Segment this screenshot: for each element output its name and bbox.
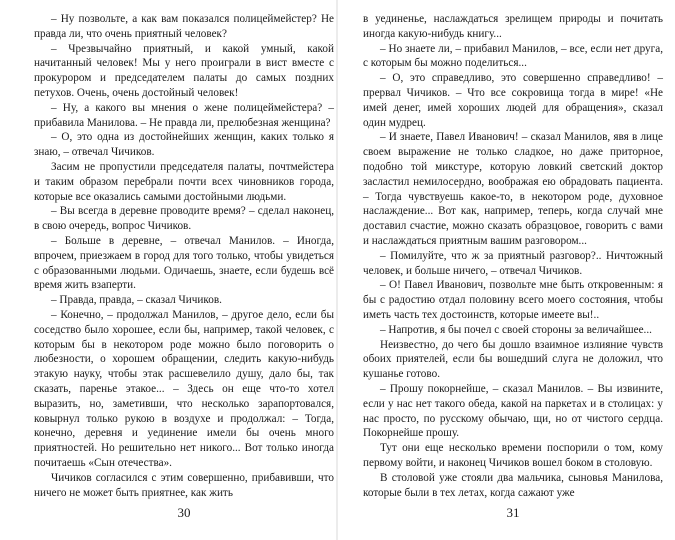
paragraph: – Помилуйте, что ж за приятный разговор?.. Ничтожный человек, и больше ничего, – отвечал Чичиков. — [363, 249, 663, 277]
paragraph: – Ну, а какого вы мнения о жене полицеймейстера? – прибавила Манилова. – Не правда ли, прелюбезная женщина? — [34, 101, 334, 129]
paragraph: – О, это одна из достойнейших женщин, каких только я знаю, – отвечал Чичиков. — [34, 131, 334, 159]
paragraph: – Чрезвычайно приятный, и какой умный, какой начитанный человек! Мы у него проиграли в вист вместе с прокурором и председателем палаты до самых поздних петухов. Очень, очень достойный человек! — [34, 42, 334, 99]
left-page-text — [34, 12, 334, 500]
left-page — [34, 0, 334, 540]
paragraph: Засим не пропустили председателя палаты, почтмейстера и таким образом перебрали почти всех чиновников города, которые все оказались самыми достойными людьми. — [34, 160, 334, 203]
paragraph: – Прошу покорнейше, – сказал Манилов. – Вы извините, если у нас нет такого обеда, какой на паркетах и в столицах: у нас просто, по русскому обычаю, щи, но от чистого сердца. Покорнейше прошу. — [363, 382, 663, 440]
paragraph: – О! Павел Иванович, позвольте мне быть откровенным: я бы с радостию отдал половину всего моего состояния, чтобы иметь часть тех достоинств, которые имеете вы!.. — [363, 279, 663, 321]
page-number-left: 30 — [177, 505, 191, 520]
paragraph: – Конечно, – продолжал Манилов, – другое дело, если бы соседство было хорошее, если бы, например, такой человек, с которым бы в некотором роде можно было поговорить о любезности, о хорошем обращении, следить какую-нибудь этакую науку, чтобы этак расшевелило душу, дало бы, так сказать, паренье этакое... – Здесь он еще что-то хотел выразить, но, заметивши, что несколько зарапортовался, ковырнул только рукою в воздухе и продолжал: – Тогда, конечно, деревня и уединение имели бы очень много приятностей. Но решительно нет никого... Вот только иногда почитаешь «Сын отечества». — [34, 308, 334, 469]
paragraph: – Напротив, я бы почел с своей стороны за величайшее... — [380, 323, 652, 336]
book-gutter — [336, 0, 338, 540]
paragraph: в уединенье, наслаждаться зрелищем природы и почитать иногда какую-нибудь книгу... — [363, 13, 663, 40]
paragraph: – О, это справедливо, это совершенно справедливо! – прервал Чичиков. – Что все сокровища тогда в мире! «Не имей денег, имей хороших людей для обращения», сказал один мудрец. — [363, 72, 663, 129]
paragraph: В столовой уже стояли два мальчика, сыновья Манилова, которые были в тех летах, когда сажают уже — [363, 471, 663, 499]
paragraph: – Больше в деревне, – отвечал Манилов. – Иногда, впрочем, приезжаем в город для того только, чтобы увидеться с образованными людьми. Одичаешь, знаете, если будешь всё время жить взаперти. — [34, 234, 334, 292]
paragraph: – Ну позвольте, а как вам показался полицеймейстер? Не правда ли, что очень приятный человек? — [34, 13, 334, 40]
right-page-text — [363, 12, 663, 500]
right-page — [363, 0, 663, 540]
paragraph: Тут они еще несколько времени поспорили о том, кому первому войти, и наконец Чичиков вошел боком в столовую. — [363, 442, 663, 469]
paragraph: – И знаете, Павел Иванович! – сказал Манилов, явя в лице своем выражение не только сладкое, но даже приторное, подобно той микстуре, которую ловкий светский доктор засластил немилосердно, воображая ею обрадовать пациента. – Тогда чувствуешь какое-то, в некотором роде, духовное наслаждение... Вот как, например, теперь, когда случай мне доставил счастие, можно сказать образцовое, говорить с вами и наслаждаться приятным вашим разговором... — [363, 131, 663, 247]
paragraph: Неизвестно, до чего бы дошло взаимное излияние чувств обоих приятелей, если бы вошедший слуга не доложил, что кушанье готово. — [363, 338, 663, 381]
paragraph: – Вы всегда в деревне проводите время? – сделал наконец, в свою очередь, вопрос Чичиков. — [34, 205, 334, 233]
paragraph: – Но знаете ли, – прибавил Манилов, – все, если нет друга, с которым бы можно поделиться... — [363, 42, 663, 70]
page-number-right: 31 — [506, 505, 520, 520]
paragraph: – Правда, правда, – сказал Чичиков. — [51, 294, 222, 307]
paragraph: Чичиков согласился с этим совершенно, прибавивши, что ничего не может быть приятнее, как жить — [34, 471, 334, 499]
